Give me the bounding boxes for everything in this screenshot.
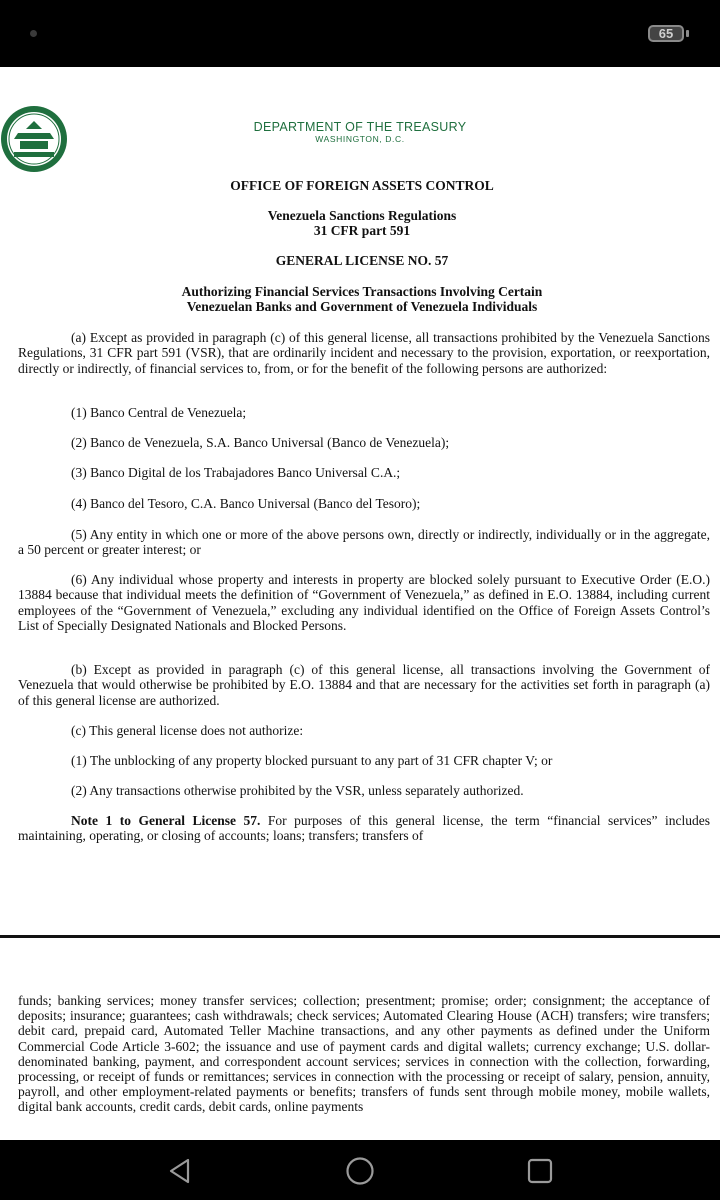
list-item: (1) Banco Central de Venezuela; <box>71 405 247 420</box>
department-heading <box>0 120 720 144</box>
license-title-line-1: Authorizing Financial Services Transactions Involving Certain <box>181 284 543 299</box>
list-item: (1) The unblocking of any property blocked pursuant to any part of 31 CFR chapter V; or <box>71 753 553 768</box>
battery-tip-icon <box>686 30 689 37</box>
regulation-title: Venezuela Sanctions Regulations <box>267 208 457 223</box>
note-heading: Note 1 to General License 57. <box>71 813 261 828</box>
battery-icon <box>648 25 684 42</box>
license-number: GENERAL LICENSE NO. 57 <box>275 253 449 268</box>
home-icon[interactable] <box>344 1155 376 1187</box>
list-item: (3) Banco Digital de los Trabajadores Banco Universal C.A.; <box>71 465 401 480</box>
paragraph-b: (b) Except as provided in paragraph (c) of this general license, all transactions involving the Government of Venezuela that would otherwise be prohibited by E.O. 13884 and that are necessary for the activities set forth in paragraph (a) of this general license are authorized. <box>18 662 710 708</box>
paragraph-a: (a) Except as provided in paragraph (c) of this general license, all transactions prohibited by the Venezuela Sanctions Regulations, 31 CFR part 591 (VSR), that are ordinarily incident and necessary to the provision, exportation, or reexportation, directly or indirectly, of financial services to, from, or for the benefit of the following persons are authorized: <box>18 330 710 376</box>
list-item-6: (6) Any individual whose property and interests in property are blocked solely pursuant to Executive Order (E.O.) 13884 because that individual meets the definition of “Government of Venezuela,” as defined in E.O. 13884, including current employees of the “Government of Venezuela,” excluding any individual identified on the Office of Foreign Assets Control’s List of Specially Designated Nationals and Blocked Persons. <box>18 572 710 634</box>
navigation-bar <box>0 1140 720 1200</box>
department-location: WASHINGTON, D.C. <box>315 134 405 144</box>
page-2-text: funds; banking services; money transfer services; collection; presentment; promise; order; consignment; the acceptance of deposits; insurance; guarantees; cash withdrawals; check services; Automated Clearing House (ACH) transfers; wire transfers; debit card, prepaid card, Automated Teller Machine transactions, and any other payments as defined under the Uniform Commercial Code Article 3-602; the issuance and use of payment cards and digital wallets; currency exchange; U.S. dollar-denominated banking, payment, and correspondent account services; services in connection with the collection, forwarding, processing, or receipt of funds or remittances; services in connection with the processing or receipt of salary, pension, annuity, payroll, and other employment-related payments or benefits; transfers of funds sent through mobile money, mobile wallets, digital bank accounts, credit cards, debit cards, online payments <box>18 993 710 1115</box>
document-page-1[interactable] <box>0 67 720 935</box>
battery-level: 65 <box>658 26 674 41</box>
list-item: (2) Banco de Venezuela, S.A. Banco Universal (Banco de Venezuela); <box>71 435 450 450</box>
notification-dot-icon <box>30 30 37 37</box>
recent-apps-icon[interactable] <box>524 1155 556 1187</box>
status-bar <box>0 0 720 67</box>
back-icon[interactable] <box>164 1155 196 1187</box>
note-text: For purposes of this general license, the term “financial services” includes maintaining, operating, or closing of accounts; loans; transfers; transfers of <box>18 813 710 844</box>
document-page-2[interactable] <box>0 938 720 1140</box>
paragraph-c: (c) This general license does not authorize: <box>71 723 304 738</box>
list-item: (2) Any transactions otherwise prohibited by the VSR, unless separately authorized. <box>71 783 524 798</box>
license-title-line-2: Venezuelan Banks and Government of Venezuela Individuals <box>186 299 538 314</box>
list-item: (4) Banco del Tesoro, C.A. Banco Universal (Banco del Tesoro); <box>71 496 421 511</box>
department-name: DEPARTMENT OF THE TREASURY <box>253 120 467 134</box>
list-item-5: (5) Any entity in which one or more of the above persons own, directly or indirectly, individually or in the aggregate, a 50 percent or greater interest; or <box>18 527 710 558</box>
note-paragraph <box>18 813 710 844</box>
regulation-cfr: 31 CFR part 591 <box>313 223 411 238</box>
office-heading: OFFICE OF FOREIGN ASSETS CONTROL <box>230 178 494 193</box>
